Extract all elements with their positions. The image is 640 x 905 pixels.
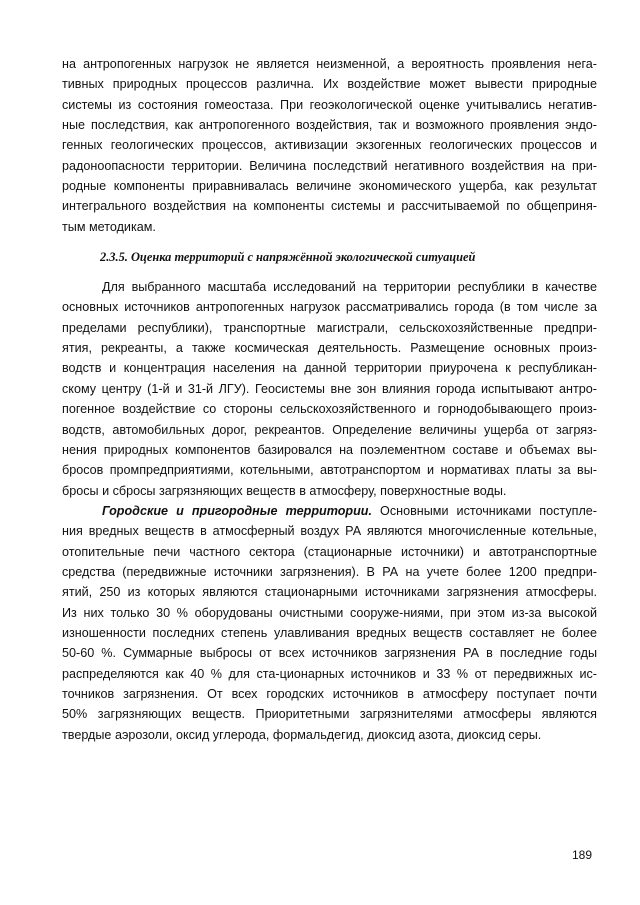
text-line: изношенности последних степень улавливания вредных веществ составляет не более [62,625,597,640]
text-line: ятий, 250 из которых являются стационарными источниками загрязнения атмосферы. [62,585,597,600]
paragraph-run-in-title: Городские и пригородные территории. [102,503,373,518]
text-line: твердые аэрозоли, оксид углерода, формальдегид, диоксид азота, диоксид серы. [62,727,542,742]
paragraph-urban-territories [62,501,597,745]
text-line: основных источников антропогенных нагрузок рассматривались города (в том числе за [62,300,597,315]
intro-paragraph [62,54,597,237]
text-line: ния вредных веществ в атмосферный воздух РА являются многочисленные котельные, [62,524,597,539]
text-line: водств, автомобильных дорог, рекреантов. Определение величины ущерба от загряз- [62,422,597,437]
text-line: Для выбранного масштаба исследований на территории республики в качестве [102,280,597,295]
text-line: распределяются как 40 % для ста-ционарных источников и 33 % от передвижных ис- [62,666,597,681]
text-line: тым методикам. [62,219,156,234]
text-line: погенное воздействие со стороны сельскохозяйственного и горнодобывающего произ- [62,402,597,417]
paragraph-cities [62,277,597,501]
text-line: точников загрязнения. От всех городских источников в атмосферу поступает почти [62,686,597,701]
text-line [62,501,597,521]
text-line: на антропогенных нагрузок не является неизменной, а вероятность проявления нега- [62,57,597,71]
text-line: ные последствия, как антропогенного воздействия, так и возможного проявления эндо- [62,118,597,133]
text-line: средства (передвижные источники загрязнения). В РА на учете более 1200 предпри- [62,564,597,579]
paragraph-first-line-text: Основными источниками поступле- [372,503,597,518]
section-heading: 2.3.5. Оценка территорий с напряжённой экологической ситуацией [100,250,476,265]
page-number: 189 [572,848,593,862]
text-line: отопительные печи частного сектора (стационарные источники) и автотранспортные [62,544,597,559]
text-line: ятия, рекреанты, а также космическая деятельность. Размещение основных произ- [62,341,597,356]
text-line: 50% загрязняющих веществ. Приоритетными загрязнителями атмосферы являются [62,707,597,722]
text-line: интегрального воздействия на компоненты системы и рассчитываемой по общеприня- [62,199,597,214]
text-line: бросы и сбросы загрязняющих веществ в атмосферу, поверхностные воды. [62,483,507,498]
text-line: водств и концентрация населения на данной территории приурочена к республикан- [62,361,597,376]
text-line: нения природных компонентов базировался на поэлементном составе и объемах вы- [62,442,597,457]
text-line: системы из состояния гомеостаза. При геоэкологической оценке учитывались негатив- [62,97,597,112]
text-line: скому центру (1-й и 31-й ЛГУ). Геосистемы вне зон влияния города испытывают антро- [62,381,597,396]
text-line: Из них только 30 % оборудованы очистными сооруже-ниями, при этом из-за высокой [62,605,597,620]
text-line: 50-60 %. Суммарные выбросы от всех источников загрязнения РА в последние годы [62,646,597,661]
text-line: тивных природных процессов различна. Их воздействие может вывести природные [62,77,597,92]
text-line: пределами республики), транспортные магистрали, сельскохозяйственные предпри- [62,320,597,335]
text-line: генных геологических процессов, активизации экзогенных геологических процессов и [62,138,597,153]
text-line: родные компоненты приравнивалась величине экономического ущерба, как результат [62,179,597,194]
text-line: радоноопасности территории. Величина последствий негативного воздействия на при- [62,158,597,173]
text-line: бросов промпредприятиями, котельными, автотранспортом и нормативах платы за вы- [62,463,597,478]
document-page [62,54,597,745]
